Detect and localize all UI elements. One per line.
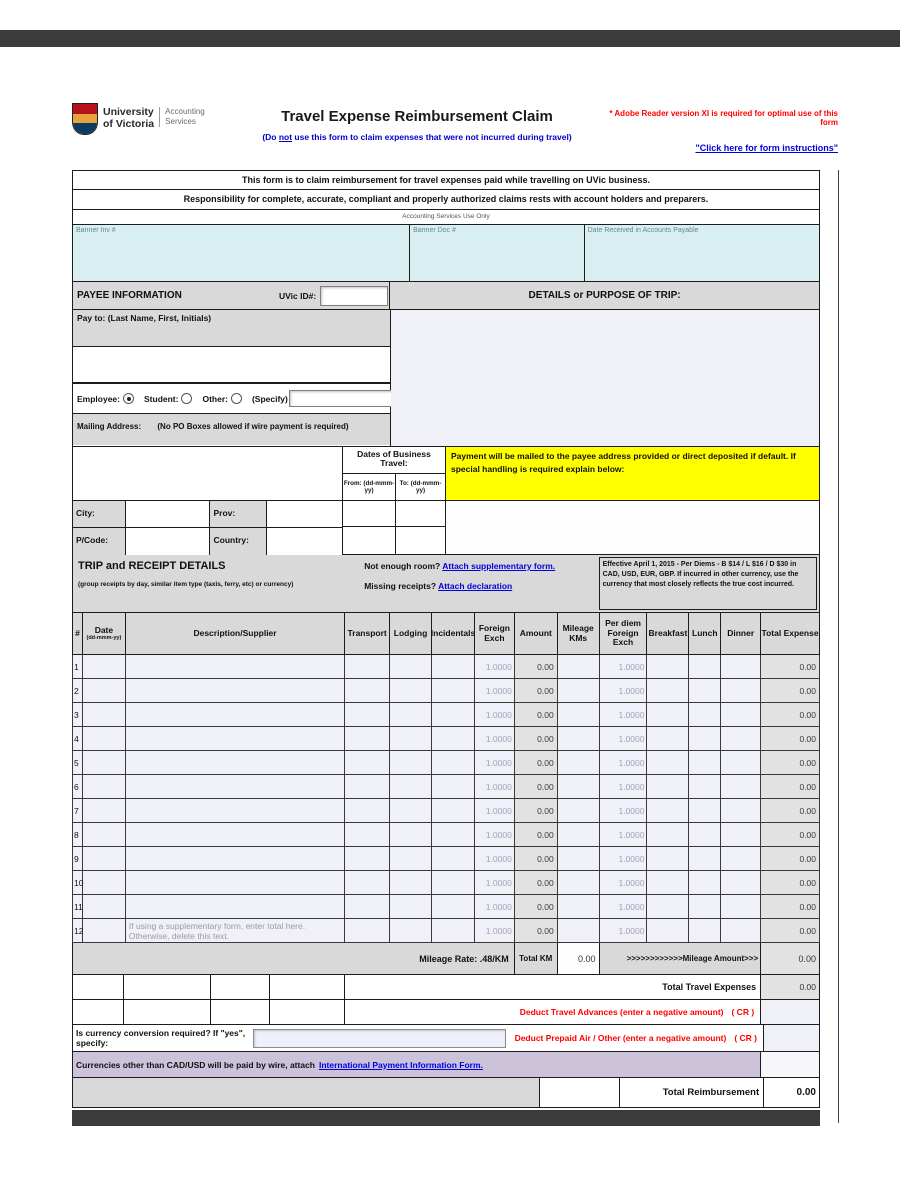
banner-doc-field[interactable]: Banner Doc # (410, 225, 585, 281)
country-label: Country: (210, 528, 267, 555)
table-row: 8 1.0000 0.00 1.0000 0.00 (72, 823, 820, 847)
pcode-label: P/Code: (73, 528, 126, 555)
account-code-cell[interactable] (270, 975, 345, 999)
special-handling-input-area[interactable] (446, 501, 819, 554)
mileage-amount-value[interactable]: 0.00 (761, 943, 819, 974)
amount-cell[interactable]: 0.00 (515, 655, 558, 678)
col-foreign-exch: Foreign Exch (475, 613, 515, 654)
other-radio[interactable] (231, 393, 242, 404)
account-code-cell[interactable] (73, 975, 124, 999)
table-row: 9 1.0000 0.00 1.0000 0.00 (72, 847, 820, 871)
pay-to-input-area[interactable] (73, 347, 390, 384)
total-reimbursement-label: Total Reimbursement (620, 1078, 765, 1107)
table-row: 2 1.0000 0.00 1.0000 0.00 (72, 679, 820, 703)
to-date-input[interactable] (396, 501, 445, 527)
table-row: 11 1.0000 0.00 1.0000 0.00 (72, 895, 820, 919)
accounting-use-section (72, 225, 820, 282)
fx-cell[interactable]: 1.0000 (475, 655, 515, 678)
accounting-use-label: Accounting Services Use Only (72, 210, 820, 225)
account-code-cell[interactable] (124, 975, 211, 999)
account-code-cell[interactable] (211, 1000, 271, 1024)
student-radio[interactable] (181, 393, 192, 404)
total-travel-row (72, 975, 820, 1000)
to-date-input-2[interactable] (396, 527, 445, 554)
next-section-cutoff-bar (72, 1110, 820, 1126)
mailing-address-label: Mailing Address: (77, 422, 142, 431)
mileage-amount-label: >>>>>>>>>>>>Mileage Amount>>> (600, 943, 762, 974)
address-dates-region (72, 447, 820, 555)
details-purpose-title: DETAILS or PURPOSE OF TRIP: (390, 282, 819, 309)
col-date: Date (dd-mmm-yy) (83, 613, 126, 654)
col-mileage-kms: Mileage KMs (558, 613, 600, 654)
reimbursement-gray-strip (73, 1078, 540, 1107)
total-km-label: Total KM (515, 943, 558, 974)
payment-mailing-note: Payment will be mailed to the payee address provided or direct deposited if default. If special handling is required explain below: (446, 447, 819, 501)
col-lodging: Lodging (390, 613, 432, 654)
international-payment-form-link[interactable]: International Payment Information Form. (319, 1059, 483, 1070)
total-travel-value[interactable]: 0.00 (761, 975, 819, 999)
city-label: City: (73, 501, 126, 527)
uvic-logo (72, 103, 244, 156)
table-row: 6 1.0000 0.00 1.0000 0.00 (72, 775, 820, 799)
currency-question-label: Is currency conversion required? If "yes", specify: (76, 1028, 246, 1048)
date-received-field[interactable]: Date Received in Accounts Payable (587, 227, 699, 234)
specify-input[interactable] (289, 390, 407, 407)
payee-details-region (72, 310, 820, 447)
employee-radio[interactable] (123, 393, 134, 404)
city-input[interactable] (126, 501, 211, 527)
mileage-row (72, 943, 820, 975)
total-reimbursement-row (72, 1078, 820, 1108)
specify-label: (Specify) (251, 393, 288, 404)
dates-of-travel-title: Dates of Business Travel: (343, 447, 445, 474)
deduct-advances-value[interactable] (761, 1000, 819, 1024)
pcode-input[interactable] (126, 528, 211, 555)
supplementary-form-link[interactable]: Attach supplementary form. (442, 561, 556, 571)
form-instructions-link[interactable]: "Click here for form instructions" (695, 143, 838, 153)
table-row: 3 1.0000 0.00 1.0000 0.00 (72, 703, 820, 727)
account-code-cell[interactable] (73, 1000, 124, 1024)
col-incidentals: Incidentals (432, 613, 475, 654)
col-transport: Transport (345, 613, 390, 654)
from-date-input[interactable] (343, 501, 396, 527)
pay-to-label: Pay to: (Last Name, First, Initials) (73, 310, 390, 347)
trip-section-title: TRIP and RECEIPT DETAILS (78, 560, 226, 572)
total-reimbursement-value[interactable]: 0.00 (796, 1087, 816, 1098)
wire-row-value-cell (761, 1052, 819, 1077)
student-label: Student: (144, 393, 179, 404)
wire-note: Currencies other than CAD/USD will be paid by wire, attach (76, 1059, 315, 1070)
country-input[interactable] (267, 528, 342, 555)
adobe-reader-note: * Adobe Reader version XI is required for optimal use of this form (609, 109, 838, 127)
deduct-advances-row (72, 1000, 820, 1025)
trip-receipt-header (72, 555, 820, 613)
desc-cell[interactable] (126, 655, 345, 678)
other-label: Other: (202, 393, 228, 404)
details-purpose-area[interactable] (391, 310, 819, 446)
mileage-rate-label: Mileage Rate: .48/KM (73, 943, 515, 974)
col-breakfast: Breakfast (647, 613, 689, 654)
col-perdiem-exch: Per diem Foreign Exch (600, 613, 648, 654)
expense-table-header (72, 613, 820, 655)
col-total-expense: Total Expense (761, 627, 819, 638)
logo-university-name: University of Victoria (103, 106, 155, 131)
per-diem-note: Effective April 1, 2015 - Per Diems - B $14 / L $16 / D $30 in CAD, USD, EUR, GBP. If incurred in other currency, use the currency that most closely reflects the true cost incurred. (599, 557, 817, 610)
col-num: # (73, 613, 83, 654)
table-row: 5 1.0000 0.00 1.0000 0.00 (72, 751, 820, 775)
table-row: 4 1.0000 0.00 1.0000 0.00 (72, 727, 820, 751)
page-subtitle: (Do not use this form to claim expenses that were not incurred during travel) (262, 132, 572, 142)
top-window-bar (0, 30, 900, 47)
supplementary-note-cell[interactable]: If using a supplementary form, enter total here. Otherwise, delete this text. (126, 919, 345, 942)
prov-label: Prov: (210, 501, 267, 527)
deduct-prepaid-value[interactable] (763, 1025, 819, 1051)
wire-payment-row (72, 1052, 820, 1078)
payee-header-row (72, 282, 820, 310)
table-row: 1 1.0000 0.00 1.0000 0.00 (72, 655, 820, 679)
from-date-input-2[interactable] (343, 527, 396, 554)
date-cell[interactable] (83, 655, 126, 678)
not-enough-room-label: Not enough room? (364, 561, 441, 571)
cr-label: ( CR ) (734, 1033, 757, 1043)
account-code-cell[interactable] (211, 975, 271, 999)
total-km-value[interactable]: 0.00 (558, 943, 600, 974)
banner-inv-field[interactable]: Banner Inv # (73, 225, 410, 281)
expense-claim-form (72, 170, 820, 1126)
table-row: 7 1.0000 0.00 1.0000 0.00 (72, 799, 820, 823)
declaration-link[interactable]: Attach declaration (438, 581, 513, 591)
uvic-id-label: UVic ID#: (278, 290, 317, 301)
total-cell[interactable]: 0.00 (761, 655, 819, 678)
table-row: 10 1.0000 0.00 1.0000 0.00 (72, 871, 820, 895)
deduct-advances-label: Deduct Travel Advances (enter a negative amount) (519, 1007, 724, 1017)
col-dinner: Dinner (721, 613, 761, 654)
cr-label: ( CR ) (731, 1007, 755, 1017)
page-right-edge (838, 170, 839, 1123)
prov-input[interactable] (267, 501, 342, 527)
logo-department: Accounting Services (159, 107, 205, 127)
responsibility-line: Responsibility for complete, accurate, compliant and properly authorized claims rests with account holders and preparers. (72, 190, 820, 210)
street-address-input-area[interactable] (73, 447, 342, 501)
perdiem-fx-cell[interactable]: 1.0000 (600, 655, 648, 678)
uvic-id-input[interactable] (320, 286, 388, 306)
deduct-prepaid-label: Deduct Prepaid Air / Other (enter a negative amount) (514, 1033, 727, 1043)
col-lunch: Lunch (689, 613, 721, 654)
missing-receipts-label: Missing receipts? (364, 581, 437, 591)
uvic-shield-icon (72, 103, 98, 135)
to-date-label: To: (dd-mmm-yy) (399, 479, 442, 494)
account-code-cell[interactable] (124, 1000, 211, 1024)
mailing-address-note: (No PO Boxes allowed if wire payment is required) (157, 422, 349, 431)
table-row: 12 If using a supplementary form, enter total here. Otherwise, delete this text. 1.0000 0.00 1.0000 0.00 (72, 919, 820, 943)
currency-conversion-row (72, 1025, 820, 1052)
total-travel-label: Total Travel Expenses (513, 975, 761, 999)
trip-section-note: (group receipts by day, similar item type (taxis, ferry, etc) or currency) (78, 581, 294, 588)
account-code-cell[interactable] (270, 1000, 345, 1024)
payee-section-title: PAYEE INFORMATION (77, 290, 182, 301)
form-purpose-line: This form is to claim reimbursement for travel expenses paid while travelling on UVic business. (72, 170, 820, 190)
col-description: Description/Supplier (126, 613, 345, 654)
col-amount: Amount (515, 613, 558, 654)
form-header (72, 103, 838, 156)
currency-specify-input[interactable] (253, 1029, 506, 1048)
employee-label: Employee: (77, 393, 120, 404)
page-title: Travel Expense Reimbursement Claim (281, 108, 553, 125)
from-date-label: From: (dd-mmm-yy) (343, 474, 396, 500)
